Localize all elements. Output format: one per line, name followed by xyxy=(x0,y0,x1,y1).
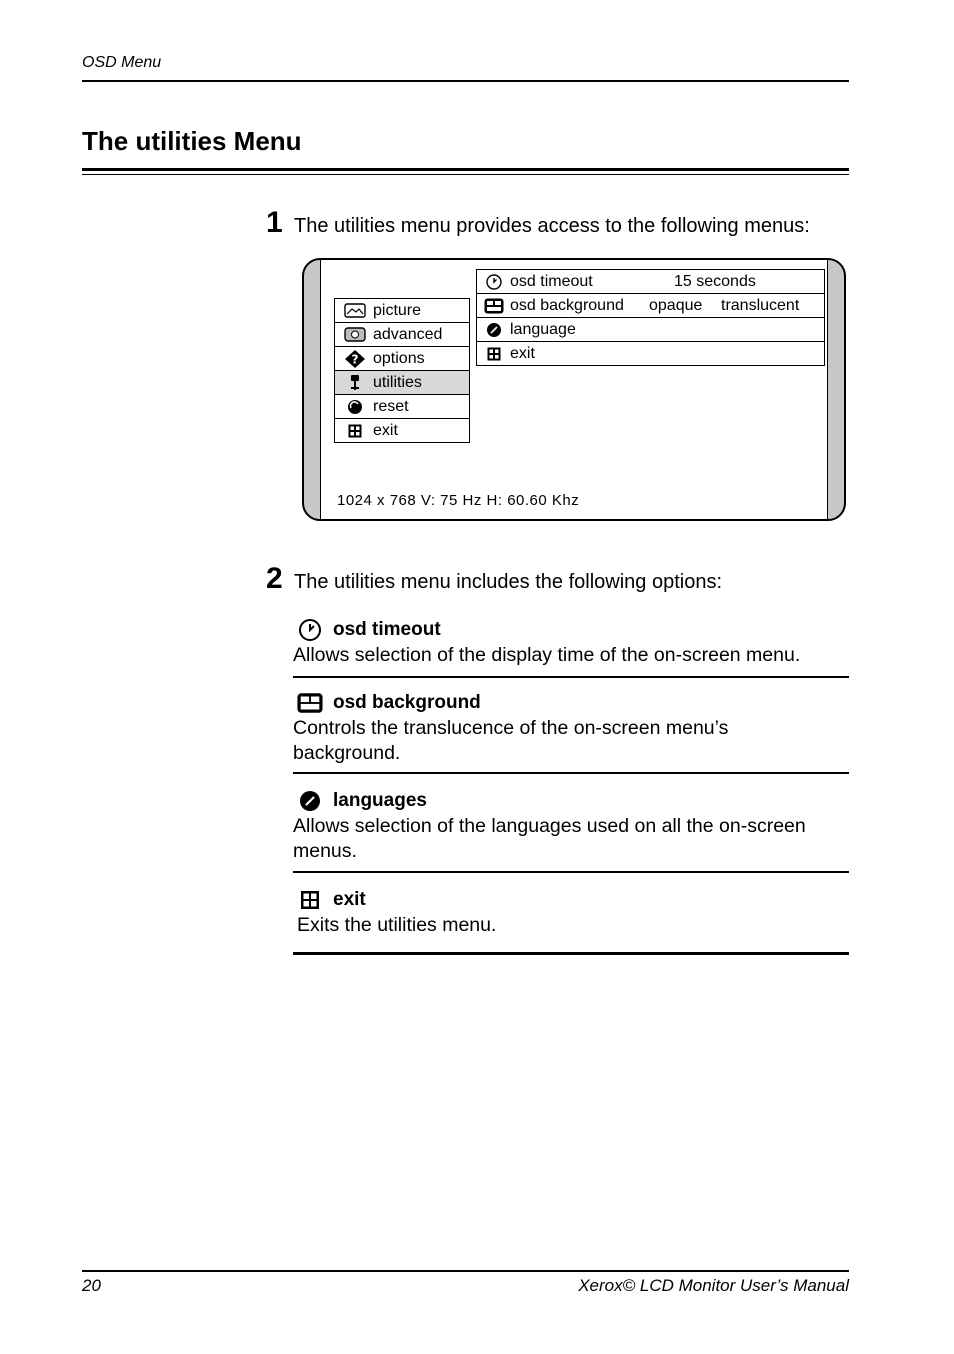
option-description: Exits the utilities menu. xyxy=(297,914,497,936)
step-1 xyxy=(266,206,810,240)
main-menu-item-reset xyxy=(334,395,470,419)
submenu-value: 15 seconds xyxy=(674,272,756,290)
step-number: 2 xyxy=(266,562,283,595)
option-title: languages xyxy=(333,790,427,811)
exit-icon xyxy=(297,888,323,912)
step-number: 1 xyxy=(266,206,283,239)
option-description: Controls the translucence of the on-screen menu’s background. xyxy=(293,717,729,764)
main-menu-label: options xyxy=(373,349,425,367)
title-rule-thin xyxy=(82,174,849,175)
main-menu-item-advanced xyxy=(334,323,470,347)
picture-icon xyxy=(344,303,366,319)
title-rule-thick xyxy=(82,168,849,171)
options-end-rule xyxy=(293,952,849,955)
footer-rule xyxy=(82,1270,849,1272)
main-menu-item-options xyxy=(334,347,470,371)
reset-icon xyxy=(344,399,366,415)
clock-icon xyxy=(297,618,323,642)
submenu-item-exit xyxy=(476,342,825,366)
svg-text:?: ? xyxy=(351,352,359,366)
header-rule xyxy=(82,80,849,82)
globe-icon xyxy=(484,322,504,338)
main-menu-label: reset xyxy=(373,397,409,415)
submenu-label: osd timeout xyxy=(510,272,593,290)
option-title: osd background xyxy=(333,692,481,713)
step-text: The utilities menu includes the following options: xyxy=(294,571,723,593)
submenu-label: exit xyxy=(510,344,535,362)
exit-icon xyxy=(344,423,366,439)
main-menu-label: picture xyxy=(373,301,422,319)
option-title: exit xyxy=(333,889,366,910)
submenu-item-osd-timeout xyxy=(476,269,825,294)
option-exit xyxy=(293,887,849,938)
main-menu-label: utilities xyxy=(373,373,422,391)
main-menu-label: exit xyxy=(373,421,398,439)
option-divider xyxy=(293,772,849,774)
option-description: Allows selection of the languages used on all the on-screen menus. xyxy=(293,815,806,862)
clock-icon xyxy=(484,274,504,290)
main-menu-item-utilities xyxy=(334,371,470,395)
step-text: The utilities menu provides access to the following menus: xyxy=(294,215,810,237)
window-icon xyxy=(484,298,504,314)
osd-main-menu xyxy=(334,298,470,443)
utilities-icon xyxy=(344,375,366,391)
option-divider xyxy=(293,676,849,678)
submenu-value-opaque: opaque xyxy=(649,296,703,314)
option-osd-timeout xyxy=(293,617,849,668)
osd-screen-illustration xyxy=(302,258,846,521)
manual-title: Xerox© LCD Monitor User’s Manual xyxy=(578,1276,849,1295)
option-languages xyxy=(293,788,849,864)
exit-icon xyxy=(484,346,504,362)
step-2 xyxy=(266,562,722,596)
osd-screen-display xyxy=(320,260,828,519)
running-header: OSD Menu xyxy=(82,54,162,71)
resolution-readout: 1024 x 768 V: 75 Hz H: 60.60 Khz xyxy=(337,492,580,509)
submenu-value-translucent: translucent xyxy=(721,296,800,314)
submenu-item-language xyxy=(476,318,825,342)
advanced-icon xyxy=(344,327,366,343)
submenu-item-osd-background xyxy=(476,294,825,318)
window-icon xyxy=(297,691,323,715)
main-menu-item-exit xyxy=(334,419,470,443)
page-number: 20 xyxy=(82,1276,101,1295)
option-description: Allows selection of the display time of the on-screen menu. xyxy=(293,644,801,666)
page-title: The utilities Menu xyxy=(82,126,302,156)
submenu-label: osd background xyxy=(510,296,624,314)
submenu-label: language xyxy=(510,320,576,338)
main-menu-label: advanced xyxy=(373,325,443,343)
options-icon xyxy=(344,351,366,367)
option-divider xyxy=(293,871,849,873)
option-osd-background xyxy=(293,690,849,766)
main-menu-item-picture xyxy=(334,298,470,323)
option-title: osd timeout xyxy=(333,619,441,640)
osd-utilities-submenu xyxy=(476,269,825,366)
globe-icon xyxy=(297,789,323,813)
